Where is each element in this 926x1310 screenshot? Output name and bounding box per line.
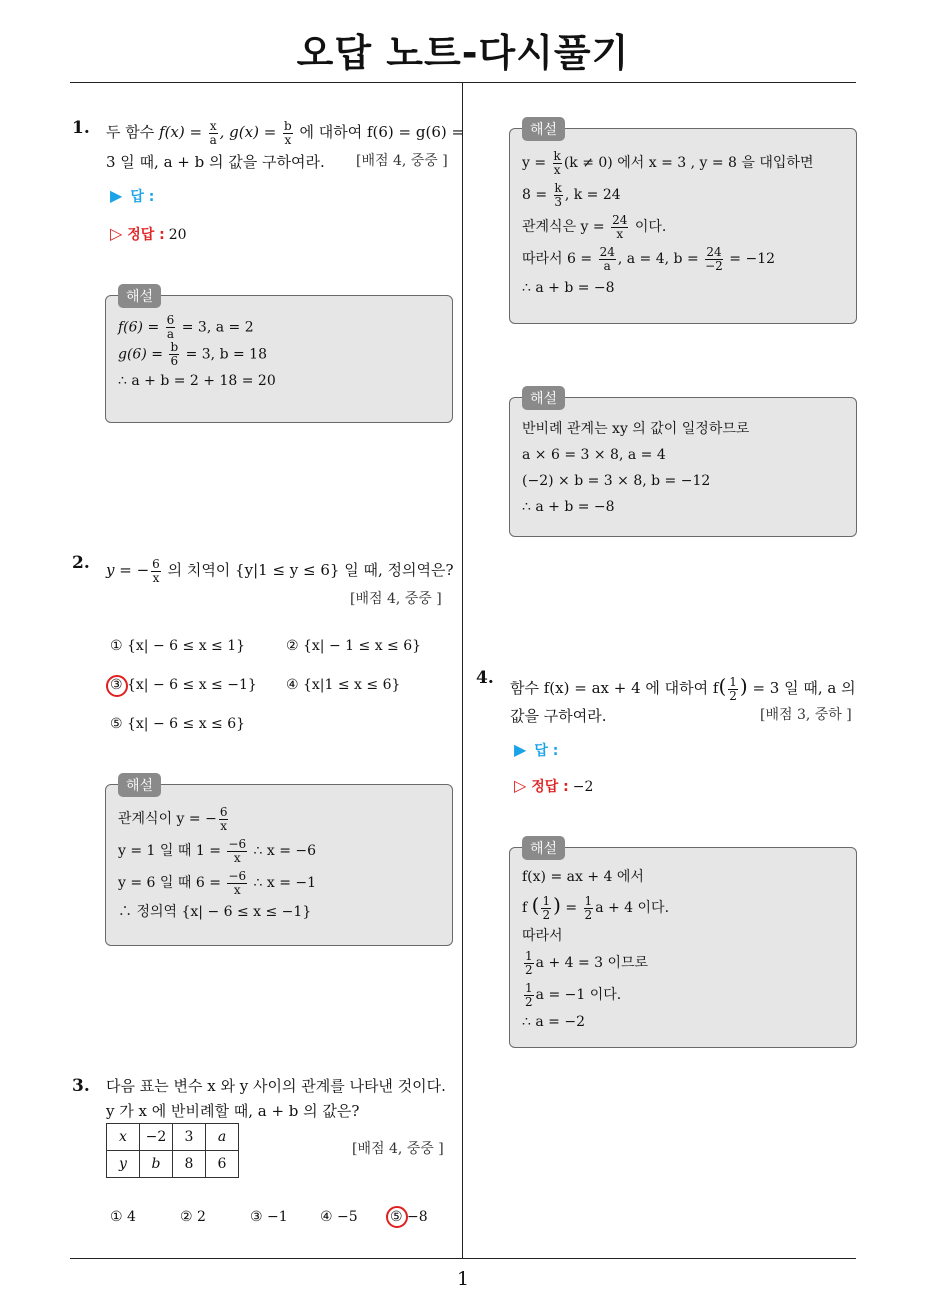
solution-tag: 해설 bbox=[522, 386, 565, 410]
choice-5[interactable]: ⑤ {x| − 6 ≤ x ≤ 6} bbox=[110, 716, 246, 732]
numerator: 6 bbox=[219, 804, 228, 819]
numerator: x bbox=[209, 118, 217, 133]
numerator: 24 bbox=[706, 244, 722, 259]
data-table bbox=[106, 1123, 239, 1178]
fraction bbox=[524, 950, 534, 977]
fraction bbox=[283, 120, 293, 147]
solution-box bbox=[509, 841, 857, 1048]
solution-text: = −12 bbox=[724, 251, 776, 267]
fraction bbox=[151, 558, 161, 585]
question-text-a: 두 함수 bbox=[106, 123, 160, 141]
question-meta: [배점 3, 중하 ] bbox=[760, 707, 852, 723]
question-meta: [배점 4, 중중 ] bbox=[352, 1141, 444, 1157]
solution-line bbox=[522, 211, 844, 243]
question-text bbox=[106, 556, 454, 585]
numerator: 1 bbox=[584, 893, 593, 908]
denominator: x bbox=[233, 850, 241, 865]
solution-line: f(x) = ax + 4 에서 bbox=[522, 869, 644, 885]
fraction bbox=[166, 314, 176, 341]
solution-text: f bbox=[522, 900, 532, 916]
solution-box bbox=[105, 289, 453, 423]
solution-text: g(6) = bbox=[118, 346, 168, 363]
solution-text: 이다. bbox=[630, 219, 667, 235]
question-text-a: 함수 f(x) = ax + 4 에 대하여 f bbox=[510, 679, 719, 697]
table-cell: a bbox=[206, 1124, 239, 1151]
fraction bbox=[227, 870, 247, 897]
denominator: 2 bbox=[525, 994, 533, 1009]
fraction bbox=[599, 246, 616, 273]
denominator: a bbox=[603, 258, 611, 273]
column-divider bbox=[462, 83, 463, 1259]
solution-text: = 3, b = 18 bbox=[181, 346, 267, 363]
table-cell: 8 bbox=[173, 1151, 206, 1178]
choice-3[interactable]: ③ −1 bbox=[250, 1209, 288, 1225]
table-cell: y bbox=[107, 1151, 140, 1178]
denominator: x bbox=[233, 882, 241, 897]
numerator: 1 bbox=[525, 948, 533, 963]
solution-line bbox=[118, 835, 440, 867]
solution-line bbox=[118, 314, 440, 341]
denominator: x bbox=[284, 132, 292, 147]
solution-box bbox=[509, 122, 857, 324]
page-number: 1 bbox=[456, 1268, 470, 1290]
solution-line: 반비례 관계는 xy 의 값이 일정하므로 bbox=[522, 421, 750, 437]
solution-line: 따라서 bbox=[522, 928, 563, 944]
denominator: 2 bbox=[542, 907, 551, 922]
correct-answer-value: −2 bbox=[572, 779, 594, 795]
fraction bbox=[219, 806, 229, 833]
solution-text: a + 4 = 3 이므로 bbox=[535, 955, 649, 971]
numerator: k bbox=[554, 180, 562, 195]
solution-text: y = bbox=[522, 155, 551, 171]
solution-text: 관계식은 y = bbox=[522, 219, 610, 235]
question-number: 1. bbox=[72, 118, 90, 138]
denominator: x bbox=[152, 570, 160, 585]
denominator: 2 bbox=[584, 907, 593, 922]
numerator: 24 bbox=[599, 244, 615, 259]
bottom-rule bbox=[70, 1258, 856, 1259]
solution-line bbox=[522, 243, 844, 275]
choice-4[interactable]: ④ {x|1 ≤ x ≤ 6} bbox=[286, 677, 401, 693]
solution-line bbox=[522, 979, 844, 1011]
numerator: −6 bbox=[228, 836, 247, 851]
solution-line: ∴ 정의역 {x| − 6 ≤ x ≤ −1} bbox=[118, 904, 312, 920]
answer-label bbox=[514, 740, 558, 760]
fraction bbox=[554, 182, 563, 209]
table-cell: b bbox=[140, 1151, 173, 1178]
numerator: −6 bbox=[228, 868, 247, 883]
solution-tag: 해설 bbox=[118, 284, 161, 308]
solution-line bbox=[522, 147, 844, 179]
question-text-b: 의 치역이 {y|1 ≤ y ≤ 6} 일 때, 정의역은? bbox=[162, 561, 454, 579]
question-gx: , g(x) = bbox=[219, 123, 282, 141]
question-meta: [배점 4, 중중 ] bbox=[350, 591, 442, 607]
solution-tag: 해설 bbox=[522, 836, 565, 860]
solution-text: , k = 24 bbox=[564, 187, 621, 203]
correct-answer bbox=[514, 776, 593, 796]
fraction bbox=[611, 214, 628, 241]
solution-text: , a = 4, b = bbox=[617, 251, 704, 267]
solution-line: (−2) × b = 3 × 8, b = −12 bbox=[522, 473, 711, 489]
question-number: 2. bbox=[72, 553, 90, 573]
question-text-line2: 값을 구하여라. bbox=[510, 707, 607, 725]
solution-text: f(6) = bbox=[118, 319, 164, 336]
solution-line bbox=[118, 341, 440, 368]
fraction bbox=[728, 676, 738, 703]
choice-2[interactable]: ② {x| − 1 ≤ x ≤ 6} bbox=[286, 638, 422, 654]
solution-line bbox=[522, 947, 844, 979]
solution-tag: 해설 bbox=[522, 117, 565, 141]
solution-line bbox=[522, 179, 844, 211]
play-icon: ▶ bbox=[514, 740, 527, 759]
fraction bbox=[541, 895, 551, 922]
solution-line: ∴ a + b = 2 + 18 = 20 bbox=[118, 373, 276, 389]
denominator: x bbox=[220, 818, 228, 833]
solution-line: ∴ a = −2 bbox=[522, 1014, 585, 1030]
answer-label-text: 답 : bbox=[130, 189, 155, 205]
fraction bbox=[524, 982, 534, 1009]
choice-1[interactable]: ① 4 bbox=[110, 1209, 136, 1225]
selected-circle-icon bbox=[386, 1206, 408, 1228]
fraction bbox=[227, 838, 247, 865]
question-meta: [배점 4, 중중 ] bbox=[356, 153, 448, 169]
solution-line bbox=[118, 803, 440, 835]
denominator: −2 bbox=[705, 258, 723, 273]
fraction bbox=[553, 150, 562, 177]
solution-text: 따라서 6 = bbox=[522, 251, 597, 267]
question-text-line2: 3 일 때, a + b 의 값을 구하여라. bbox=[106, 153, 325, 171]
numerator: b bbox=[170, 340, 179, 354]
table-cell: 3 bbox=[173, 1124, 206, 1151]
answer-label bbox=[110, 186, 154, 206]
numerator: 1 bbox=[729, 674, 737, 689]
solution-text: = 3, a = 2 bbox=[177, 319, 254, 336]
fraction bbox=[209, 120, 218, 147]
denominator: x bbox=[553, 162, 561, 177]
denominator: x bbox=[616, 226, 624, 241]
solution-line bbox=[118, 867, 440, 899]
numerator: 1 bbox=[525, 980, 533, 995]
solution-text: 8 = bbox=[522, 187, 552, 203]
table-cell: x bbox=[107, 1124, 140, 1151]
numerator: k bbox=[553, 148, 561, 163]
solution-text: (k ≠ 0) 에서 x = 3 , y = 8 을 대입하면 bbox=[563, 155, 814, 171]
numerator: 24 bbox=[612, 212, 628, 227]
numerator: 1 bbox=[542, 893, 551, 908]
denominator: 3 bbox=[554, 194, 562, 209]
solution-text: a + 4 이다. bbox=[595, 900, 670, 916]
solution-text: = bbox=[560, 900, 582, 916]
question-number: 3. bbox=[72, 1076, 90, 1096]
selected-circle-icon bbox=[106, 675, 128, 697]
solution-text: a = −1 이다. bbox=[535, 987, 622, 1003]
page-title: 오답 노트-다시풀기 bbox=[296, 31, 630, 75]
top-rule bbox=[70, 82, 856, 83]
numerator: b bbox=[284, 118, 292, 133]
question-text: 다음 표는 변수 x 와 y 사이의 관계를 나타낸 것이다. bbox=[106, 1077, 446, 1095]
play-icon: ▶ bbox=[110, 186, 123, 205]
question-fx: f(x) = bbox=[159, 123, 207, 141]
choice-2[interactable]: ② 2 bbox=[180, 1209, 206, 1225]
correct-answer-value: 20 bbox=[168, 227, 187, 243]
correct-label-text: 정답 : bbox=[531, 779, 569, 795]
question-text: 함수 f(x) = ax + 4 에 대하여 f( $\frac{1}{2}$ ) = 3 일 때, a 의 bbox=[510, 674, 856, 703]
table-row bbox=[107, 1151, 239, 1178]
solution-line: f ( $\frac{1}{2}$ ) = $\frac{1}{2}$ a + 4 이다. bbox=[522, 893, 670, 922]
numerator: 6 bbox=[152, 556, 160, 571]
denominator: 2 bbox=[729, 688, 737, 703]
solution-text: ∴ x = −1 bbox=[249, 875, 317, 891]
choice-1[interactable]: ① {x| − 6 ≤ x ≤ 1} bbox=[110, 638, 246, 654]
question-text bbox=[106, 118, 465, 147]
correct-label-text: 정답 : bbox=[127, 227, 165, 243]
table-cell: −2 bbox=[140, 1124, 173, 1151]
question-text-b: 에 대하여 f(6) = g(6) = bbox=[294, 123, 465, 141]
choice-4[interactable]: ④ −5 bbox=[320, 1209, 358, 1225]
denominator: a bbox=[166, 327, 175, 341]
solution-text: ∴ x = −6 bbox=[249, 843, 317, 859]
choice-3[interactable]: ③ {x| − 6 ≤ x ≤ −1} bbox=[110, 677, 257, 693]
fraction bbox=[705, 246, 723, 273]
numerator: 6 bbox=[166, 313, 175, 327]
solution-text: y = 1 일 때 1 = bbox=[118, 843, 226, 859]
solution-box bbox=[509, 391, 857, 537]
question-number: 4. bbox=[476, 668, 494, 688]
solution-line: ∴ a + b = −8 bbox=[522, 499, 615, 515]
triangle-outline-icon: ▷ bbox=[514, 776, 527, 795]
fraction bbox=[584, 895, 594, 922]
question-text-line2: y 가 x 에 반비례할 때, a + b 의 값은? bbox=[106, 1102, 360, 1120]
table-cell: 6 bbox=[206, 1151, 239, 1178]
solution-text: y = 6 일 때 6 = bbox=[118, 875, 226, 891]
choice-5[interactable]: ⑤ −8 bbox=[390, 1209, 428, 1225]
solution-text: 관계식이 y = − bbox=[118, 811, 217, 827]
question-text-a: y = − bbox=[106, 561, 150, 579]
denominator: a bbox=[209, 132, 217, 147]
table-row bbox=[107, 1124, 239, 1151]
denominator: 2 bbox=[525, 962, 533, 977]
triangle-outline-icon: ▷ bbox=[110, 224, 123, 243]
solution-box bbox=[105, 778, 453, 946]
solution-line: ∴ a + b = −8 bbox=[522, 280, 615, 296]
question-text-b: = 3 일 때, a 의 bbox=[747, 679, 856, 697]
solution-tag: 해설 bbox=[118, 773, 161, 797]
solution-line: a × 6 = 3 × 8, a = 4 bbox=[522, 447, 666, 463]
fraction bbox=[169, 341, 179, 368]
correct-answer bbox=[110, 224, 187, 244]
answer-label-text: 답 : bbox=[534, 743, 559, 759]
denominator: 6 bbox=[170, 354, 179, 368]
